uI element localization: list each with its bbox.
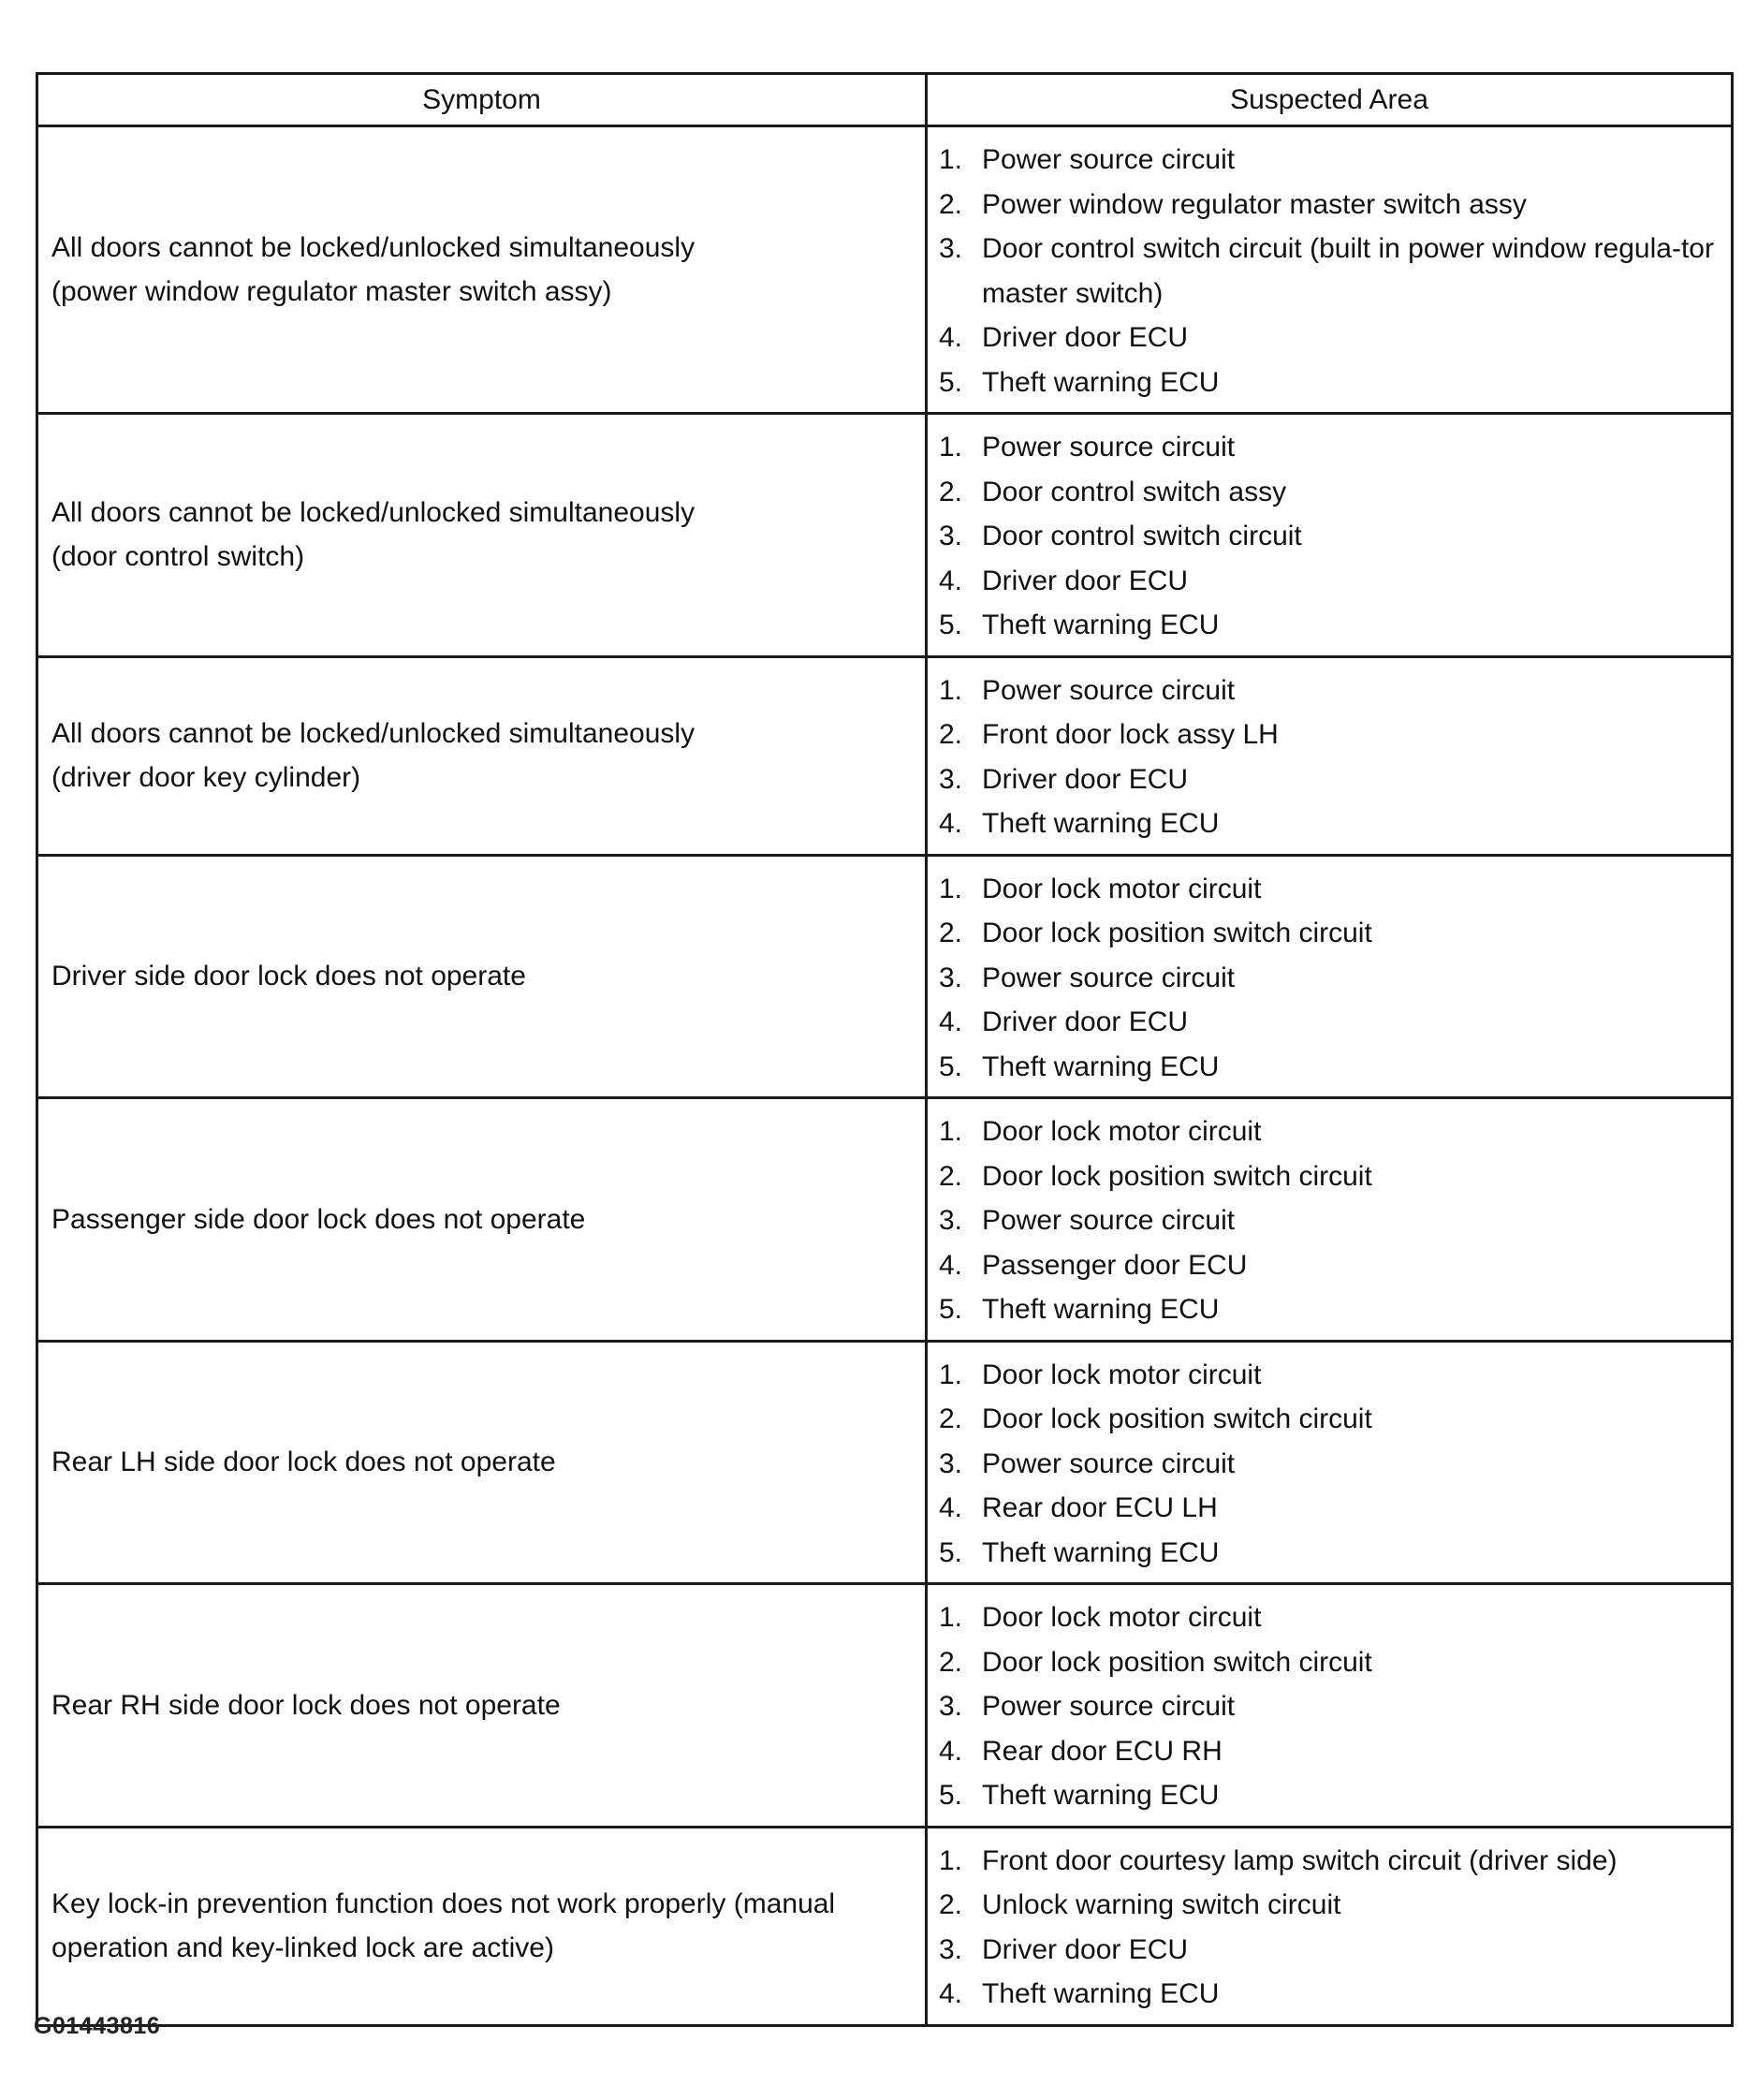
item-number: 1.: [939, 1358, 963, 1390]
item-text: Theft warning ECU: [982, 808, 1220, 839]
item-text: Driver door ECU: [982, 1933, 1189, 1965]
table-row: [37, 1341, 1733, 1584]
suspected-area-cell: [927, 1584, 1733, 1828]
symptom-text: All doors cannot be locked/unlocked simultaneously (power window regulator master switch assy): [51, 231, 695, 307]
list-item: [939, 1109, 1720, 1154]
item-number: 4.: [939, 1249, 963, 1281]
table-body: [37, 126, 1733, 2026]
symptom-cell: [37, 1827, 927, 2025]
item-number: 3.: [939, 1205, 963, 1236]
item-number: 5.: [939, 366, 963, 398]
symptom-text: Driver side door lock does not operate: [51, 961, 526, 991]
item-number: 5.: [939, 609, 963, 640]
item-text: Theft warning ECU: [982, 1978, 1220, 2009]
item-text: Rear door ECU RH: [982, 1735, 1223, 1767]
item-text: Power window regulator master switch assy: [982, 188, 1527, 220]
item-number: 3.: [939, 1447, 963, 1479]
table-row: [37, 126, 1733, 414]
list-item: [939, 425, 1720, 470]
suspected-area-list: [939, 668, 1720, 846]
list-item: [939, 1773, 1720, 1818]
item-number: 2.: [939, 1403, 963, 1434]
figure-id: G01443816: [34, 2013, 161, 2039]
item-number: 1.: [939, 674, 963, 706]
list-item: [939, 227, 1720, 316]
list-item: [939, 603, 1720, 648]
item-text: Theft warning ECU: [982, 1780, 1220, 1811]
suspected-area-list: [939, 1595, 1720, 1818]
symptom-text: Key lock-in prevention function does not work properly (manual operation and key-linked lock are active): [51, 1887, 836, 1963]
item-text: Power source circuit: [982, 1447, 1236, 1479]
item-number: 2.: [939, 476, 963, 507]
list-item: [939, 360, 1720, 405]
list-item: [939, 1595, 1720, 1640]
symptom-column-header: Symptom: [37, 74, 927, 126]
list-item: [939, 712, 1720, 757]
item-number: 1.: [939, 1602, 963, 1633]
table-row: [37, 1584, 1733, 1828]
symptom-cell: [37, 1341, 927, 1584]
item-number: 2.: [939, 1160, 963, 1192]
list-item: [939, 1928, 1720, 1973]
item-number: 4.: [939, 322, 963, 353]
symptom-text: All doors cannot be locked/unlocked simultaneously (driver door key cylinder): [51, 717, 695, 793]
list-item: [939, 1729, 1720, 1774]
table-row: [37, 656, 1733, 855]
item-text: Door lock position switch circuit: [982, 1646, 1372, 1678]
item-text: Driver door ECU: [982, 1006, 1189, 1037]
item-number: 3.: [939, 233, 963, 264]
item-number: 5.: [939, 1050, 963, 1082]
list-item: [939, 1442, 1720, 1487]
item-text: Front door courtesy lamp switch circuit (driver side): [982, 1844, 1618, 1876]
list-item: [939, 514, 1720, 559]
suspected-area-list: [939, 867, 1720, 1090]
table-row: [37, 1098, 1733, 1342]
suspected-area-list: [939, 1839, 1720, 2017]
item-number: 2.: [939, 188, 963, 220]
item-number: 4.: [939, 1492, 963, 1523]
item-number: 3.: [939, 1933, 963, 1965]
item-text: Door lock position switch circuit: [982, 1160, 1372, 1192]
list-item: [939, 470, 1720, 515]
list-item: [939, 559, 1720, 604]
item-text: Door lock position switch circuit: [982, 918, 1372, 948]
suspected-area-list: [939, 1109, 1720, 1332]
item-text: Door lock motor circuit: [982, 1358, 1262, 1390]
item-number: 3.: [939, 521, 963, 551]
list-item: [939, 1531, 1720, 1576]
item-text: Door control switch circuit: [982, 521, 1302, 551]
suspected-area-cell: [927, 1827, 1733, 2025]
item-text: Power source circuit: [982, 1205, 1236, 1236]
suspected-area-list: [939, 425, 1720, 648]
item-number: 1.: [939, 873, 963, 904]
item-number: 4.: [939, 808, 963, 839]
suspected-area-column-header: Suspected Area: [927, 74, 1733, 126]
item-text: Door lock motor circuit: [982, 1116, 1262, 1147]
item-number: 4.: [939, 1978, 963, 2009]
item-number: 2.: [939, 1646, 963, 1678]
item-text: Rear door ECU LH: [982, 1492, 1218, 1523]
item-text: Power source circuit: [982, 432, 1236, 463]
item-text: Theft warning ECU: [982, 1536, 1220, 1568]
symptom-cell: [37, 414, 927, 657]
list-item: [939, 956, 1720, 1001]
symptom-cell: [37, 1584, 927, 1828]
list-item: [939, 867, 1720, 912]
symptom-cell: [37, 1098, 927, 1342]
item-text: Driver door ECU: [982, 565, 1189, 596]
list-item: [939, 1640, 1720, 1685]
item-number: 1.: [939, 432, 963, 463]
item-text: Theft warning ECU: [982, 366, 1220, 398]
list-item: [939, 1287, 1720, 1332]
list-item: [939, 757, 1720, 802]
symptom-cell: [37, 126, 927, 414]
list-item: [939, 1684, 1720, 1729]
item-number: 5.: [939, 1294, 963, 1325]
item-text: Door control switch assy: [982, 476, 1287, 507]
list-item: [939, 1243, 1720, 1288]
item-text: Passenger door ECU: [982, 1249, 1248, 1281]
list-item: [939, 138, 1720, 183]
suspected-area-list: [939, 138, 1720, 404]
item-text: Theft warning ECU: [982, 1050, 1220, 1082]
list-item: [939, 1486, 1720, 1531]
item-text: Driver door ECU: [982, 322, 1189, 353]
symptom-text: Rear RH side door lock does not operate: [51, 1689, 561, 1721]
list-item: [939, 911, 1720, 956]
item-text: Theft warning ECU: [982, 609, 1220, 640]
item-number: 1.: [939, 1844, 963, 1876]
item-number: 2.: [939, 719, 963, 750]
item-number: 3.: [939, 1691, 963, 1722]
list-item: [939, 1000, 1720, 1045]
header-row: [37, 74, 1733, 126]
list-item: [939, 668, 1720, 713]
list-item: [939, 1839, 1720, 1884]
list-item: [939, 316, 1720, 360]
list-item: [939, 183, 1720, 228]
item-text: Unlock warning switch circuit: [982, 1889, 1341, 1920]
item-number: 3.: [939, 763, 963, 795]
symptom-text: Rear LH side door lock does not operate: [51, 1447, 556, 1477]
item-number: 4.: [939, 565, 963, 596]
suspected-area-cell: [927, 656, 1733, 855]
item-text: Door control switch circuit (built in power window regula-tor master switch): [982, 233, 1714, 309]
item-number: 4.: [939, 1735, 963, 1767]
item-text: Power source circuit: [982, 962, 1236, 993]
list-item: [939, 1154, 1720, 1199]
list-item: [939, 1883, 1720, 1928]
suspected-area-cell: [927, 1098, 1733, 1342]
symptom-cell: [37, 855, 927, 1098]
item-text: Door lock motor circuit: [982, 1602, 1262, 1633]
list-item: [939, 1198, 1720, 1243]
item-text: Power source circuit: [982, 144, 1236, 175]
symptom-text: All doors cannot be locked/unlocked simultaneously (door control switch): [51, 496, 695, 573]
item-number: 5.: [939, 1780, 963, 1811]
list-item: [939, 1353, 1720, 1398]
table-row: [37, 855, 1733, 1098]
list-item: [939, 1397, 1720, 1442]
item-number: 3.: [939, 962, 963, 993]
item-text: Power source circuit: [982, 674, 1236, 706]
suspected-area-cell: [927, 126, 1733, 414]
suspected-area-cell: [927, 1341, 1733, 1584]
symptom-table: [36, 72, 1734, 2027]
table-row: [37, 1827, 1733, 2025]
item-number: 5.: [939, 1536, 963, 1568]
table-row: [37, 414, 1733, 657]
suspected-area-cell: [927, 855, 1733, 1098]
item-number: 2.: [939, 1889, 963, 1920]
item-number: 4.: [939, 1006, 963, 1037]
item-text: Front door lock assy LH: [982, 719, 1279, 750]
item-text: Driver door ECU: [982, 763, 1189, 795]
symptom-cell: [37, 656, 927, 855]
item-number: 1.: [939, 1116, 963, 1147]
item-text: Power source circuit: [982, 1691, 1236, 1722]
suspected-area-list: [939, 1353, 1720, 1576]
symptom-text: Passenger side door lock does not operate: [51, 1203, 586, 1235]
item-text: Door lock motor circuit: [982, 873, 1262, 904]
list-item: [939, 1972, 1720, 2017]
suspected-area-cell: [927, 414, 1733, 657]
item-text: Theft warning ECU: [982, 1294, 1220, 1325]
item-text: Door lock position switch circuit: [982, 1403, 1372, 1434]
list-item: [939, 1045, 1720, 1090]
item-number: 2.: [939, 918, 963, 948]
item-number: 1.: [939, 144, 963, 175]
list-item: [939, 801, 1720, 846]
